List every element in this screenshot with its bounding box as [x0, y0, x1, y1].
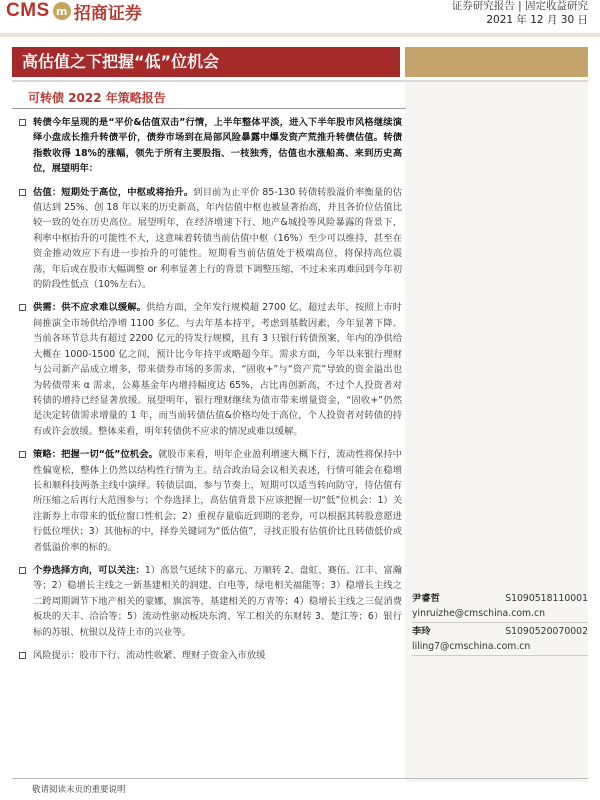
analyst-name: 尹睿哲	[412, 593, 440, 604]
bullet-body: 就股市来看，明年企业盈利增速大概下行，流动性将保持中性偏宽松，整体上仍然以结构性行情为主。结合政治局会议相关表述，行情可能会在稳增长和顺科技两条主线中演绎。转债层面，参与节奏上，短期可以适当转向防守，待估值有所压缩之后再行大范围参与；个券选择上，高估值背景下应该把握一切“低”位机会：1）关注新券上市带来的低位窗口性机会；2）重视存量临近到期的老券，可以根据其转股意愿进行低位埋伏；3）其他标的中，择券关键词为“低估值”，寻找正股有估值价比且转债低价或者低溢价率的标的。	[33, 449, 402, 553]
analyst-email[interactable]: liling7@cmschina.com.cn	[412, 640, 531, 652]
bullet-lead: 估值：短期处于高位，中枢或将抬升。	[33, 186, 194, 198]
bullet-text-bold: 转债今年呈现的是“平价&估值双击”行情，上半年整体平淡，进入下半年股市风格继续演绎小盘成长推升转债平价，债券市场到在局部风险暴露中爆发资产荒推升转债估值。转债指数收得 18%的涨幅，领先于所有主要股指、一枝独秀，估值也水涨船高、来到历史高位，展望明年：	[33, 117, 402, 175]
summary-content	[16, 115, 402, 671]
analyst-divider	[412, 655, 588, 656]
summary-bullet	[16, 648, 402, 663]
summary-bullet	[16, 185, 402, 293]
report-date: 2021 年 12 月 30 日	[486, 14, 588, 26]
bullet-text	[33, 115, 402, 177]
footer-divider	[12, 778, 588, 779]
summary-bullet	[16, 115, 402, 177]
summary-bullet	[16, 563, 402, 640]
logo-text-en: CMS	[6, 0, 50, 21]
bullet-square-icon	[19, 451, 26, 458]
risk-warning: 风险提示：股市下行、流动性收紧、理财子资金入市放缓	[33, 650, 266, 661]
subtitle-divider	[12, 108, 406, 109]
bullet-square-icon	[19, 567, 26, 574]
analyst-name: 李玲	[412, 626, 431, 638]
bullet-body: 1）高景气延续下的嘉元、万顺转 2、盘虹、赛伍、江丰、富瀚等；2）稳增长主线之一新基建相关的润建、白电等，绿电相关福能等；3）稳增长主线之二跨周期调节下地产相关的蒙娜，旗滨等，基建相关的万青等；4）稳增长主线之三促消费板块的天丰、洽洽等；5）流动性驱动板块东湾、军工相关的东财转 3、楚江等；6）银行标的苏银、杭银以及待上市的兴业等。	[33, 564, 402, 638]
report-title: 高估值之下把握“低”位机会	[12, 47, 400, 77]
analyst-row	[412, 592, 588, 607]
company-logo	[6, 0, 142, 22]
bullet-lead: 策略：把握一切“低”位机会。	[33, 449, 159, 461]
bullet-body: 供给方面，全年发行规模超 2700 亿、超过去年，按照上市时间推演全市场供给净增 1100 多亿、与去年基本持平，考虑到基数因素，今年显著下降。当前各环节总共有超过 2200 亿元的待发行规模，且有 3 只银行转债预案，年内的净供给大概在 1000-1500 亿之间，预计比今年持平或略超今年。需求方面，今年以来银行理财与公司新产品成立增多，带来债券市场的多需求，“固收+”与“资产荒”导致的资金溢出也为转债带来 α 需求，公募基金年内增持幅度达 65%，占比再创新高，不过个人投资者对转债的增持已经显著放缓。展望明年，银行理财继续为债市带来增量资金，“固收+”仍然是决定转债需求增量的 1 年，而当前转债估值&价格均处于高位，个人投资者对转债的持有或许会放缓。整体来看，明年转债供不应求的情况或难以缓解。	[33, 302, 402, 437]
bullet-lead: 供需：供不应求难以缓解。	[33, 302, 147, 314]
summary-bullet	[16, 300, 402, 439]
title-accent-box	[405, 47, 588, 77]
bullet-square-icon	[19, 652, 26, 659]
bullet-text	[33, 185, 402, 293]
summary-bullet	[16, 447, 402, 555]
analyst-cert: S1090518110001	[505, 593, 588, 604]
bullet-square-icon	[19, 304, 26, 311]
bullet-body: 到目前为止平价 85-130 转债转股溢价率衡量的估值达到 25%、创 18 年以来的历史新高，年内估值中枢也被显著抬高，并且各价位估值比较一致的处在历史高位。展望明年，在经济增速下行、地产&城投等风险暴露的背景下，利率中枢抬升的可能性不大，这意味着转债当前估值中枢（16%）至少可以维持，甚至在资金推动效应下有进一步抬升的可能性。短期看当前估值处于极端高位，将保持高位震荡，年后或在股市大幅调整 or 利率显著上行的背景下调整压缩，不过未来再难回到今年初的阶段性低点（10%左右）。	[33, 186, 402, 291]
bullet-square-icon	[19, 119, 26, 126]
sidebar-panel	[405, 82, 588, 782]
footer-note: 敬请阅读末页的重要说明	[32, 785, 126, 795]
analyst-divider	[412, 622, 588, 623]
bullet-square-icon	[19, 189, 26, 196]
report-subtitle: 可转债 2022 年策略报告	[28, 91, 166, 105]
analyst-panel	[412, 592, 588, 658]
analyst-row	[412, 625, 588, 640]
bullet-text	[33, 563, 402, 640]
header-divider	[0, 33, 600, 37]
bullet-text	[33, 648, 265, 663]
bullet-text	[33, 447, 402, 555]
logo-mark-icon: m	[53, 2, 71, 20]
analyst-cert: S1090520070002	[505, 626, 588, 638]
report-category: 证券研究报告 | 固定收益研究	[451, 0, 588, 12]
analyst-email[interactable]: yinruizhe@cmschina.com.cn	[412, 607, 546, 619]
bullet-text	[33, 300, 402, 439]
logo-text-cn: 招商证券	[73, 3, 142, 24]
bullet-lead: 个券选择方向，可以关注：	[33, 564, 145, 576]
